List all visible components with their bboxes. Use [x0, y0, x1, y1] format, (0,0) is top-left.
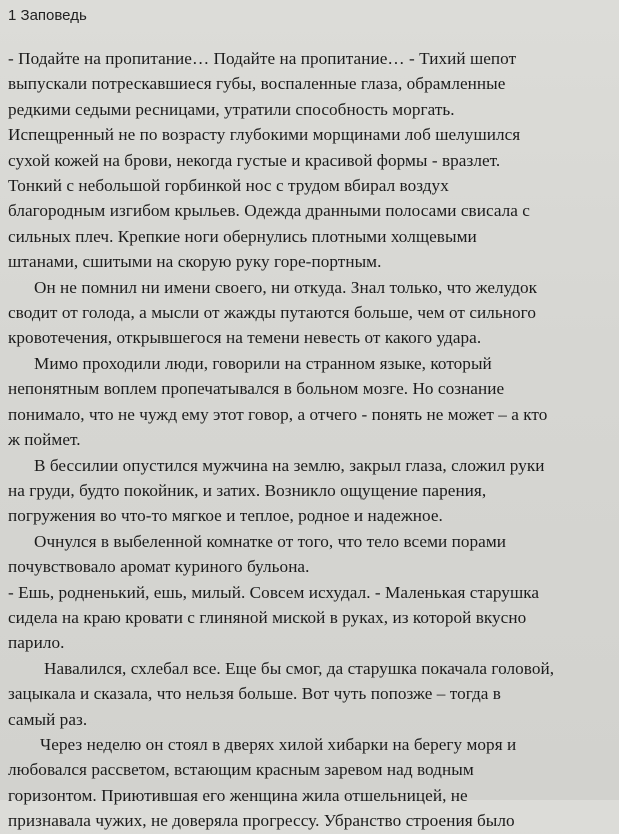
text-line: признавала чужих, не доверяла прогрессу. Убранство строения было — [8, 811, 515, 831]
text-line: сидела на краю кровати с глиняной миской в руках, из которой вкусно — [8, 607, 527, 627]
text-line: понимало, что не чужд ему этот говор, а отчего - понять не может – а кто — [8, 404, 548, 424]
text-line: редкими седыми ресницами, утратили способность моргать. — [8, 99, 455, 119]
chapter-title: 1 Заповедь — [8, 7, 87, 24]
text-line: Мимо проходили люди, говорили на странном языке, который — [34, 353, 492, 373]
text-line: Навалился, схлебал все. Еще бы смог, да старушка покачала головой, — [44, 658, 555, 678]
text-line: парило. — [8, 633, 65, 653]
text-line: Через неделю он стоял в дверях хилой хибарки на берегу моря и — [40, 734, 517, 754]
text-line: благородным изгибом крыльев. Одежда дранными полосами свисала с — [8, 201, 530, 221]
text-line: на груди, будто покойник, и затих. Возникло ощущение парения, — [8, 480, 487, 500]
text-line: сильных плеч. Крепкие ноги обернулись плотными холщевыми — [8, 226, 477, 246]
text-line: кровотечения, открывшегося на темени невесть от какого удара. — [8, 328, 482, 348]
text-line: Тонкий с небольшой горбинкой нос с трудом вбирал воздух — [8, 176, 449, 196]
text-line: Очнулся в выбеленной комнатке от того, что тело всеми порами — [34, 531, 507, 551]
text-line: Испещренный не по возрасту глубокими морщинами лоб шелушился — [8, 125, 521, 145]
text-line: зацыкала и сказала, что нельзя больше. Вот чуть попозже – тогда в — [8, 684, 501, 704]
text-line: - Подайте на пропитание… Подайте на пропитание… - Тихий шепот — [8, 49, 517, 68]
text-line: Он не помнил ни имени своего, ни откуда. Знал только, что желудок — [34, 277, 538, 297]
text-line: - Ешь, родненький, ешь, милый. Совсем исхудал. - Маленькая старушка — [8, 582, 540, 602]
text-line: горизонтом. Приютившая его женщина жила отшельницей, не — [8, 785, 468, 805]
text-line: любовался рассветом, встающим красным заревом над водным — [8, 760, 474, 780]
text-line: В бессилии опустился мужчина на землю, закрыл глаза, сложил руки — [34, 455, 545, 475]
text-line: погружения во что-то мягкое и теплое, родное и надежное. — [8, 506, 443, 526]
text-line: почувствовало аромат куриного бульона. — [8, 557, 310, 577]
text-line: непонятным воплем пропечатывался в больном мозге. Но сознание — [8, 379, 505, 399]
text-line: сводит от голода, а мысли от жажды путаются больше, чем от сильного — [8, 303, 536, 323]
text-line: штанами, сшитыми на скорую руку горе-портным. — [8, 252, 382, 272]
body-text — [8, 46, 611, 834]
text-line: сухой кожей на брови, некогда густые и красивой формы - вразлет. — [8, 150, 501, 170]
text-line: выпускали потрескавшиеся губы, воспаленные глаза, обрамленные — [8, 74, 506, 94]
text-line: ж поймет. — [8, 430, 81, 450]
text-line: самый раз. — [8, 709, 88, 729]
